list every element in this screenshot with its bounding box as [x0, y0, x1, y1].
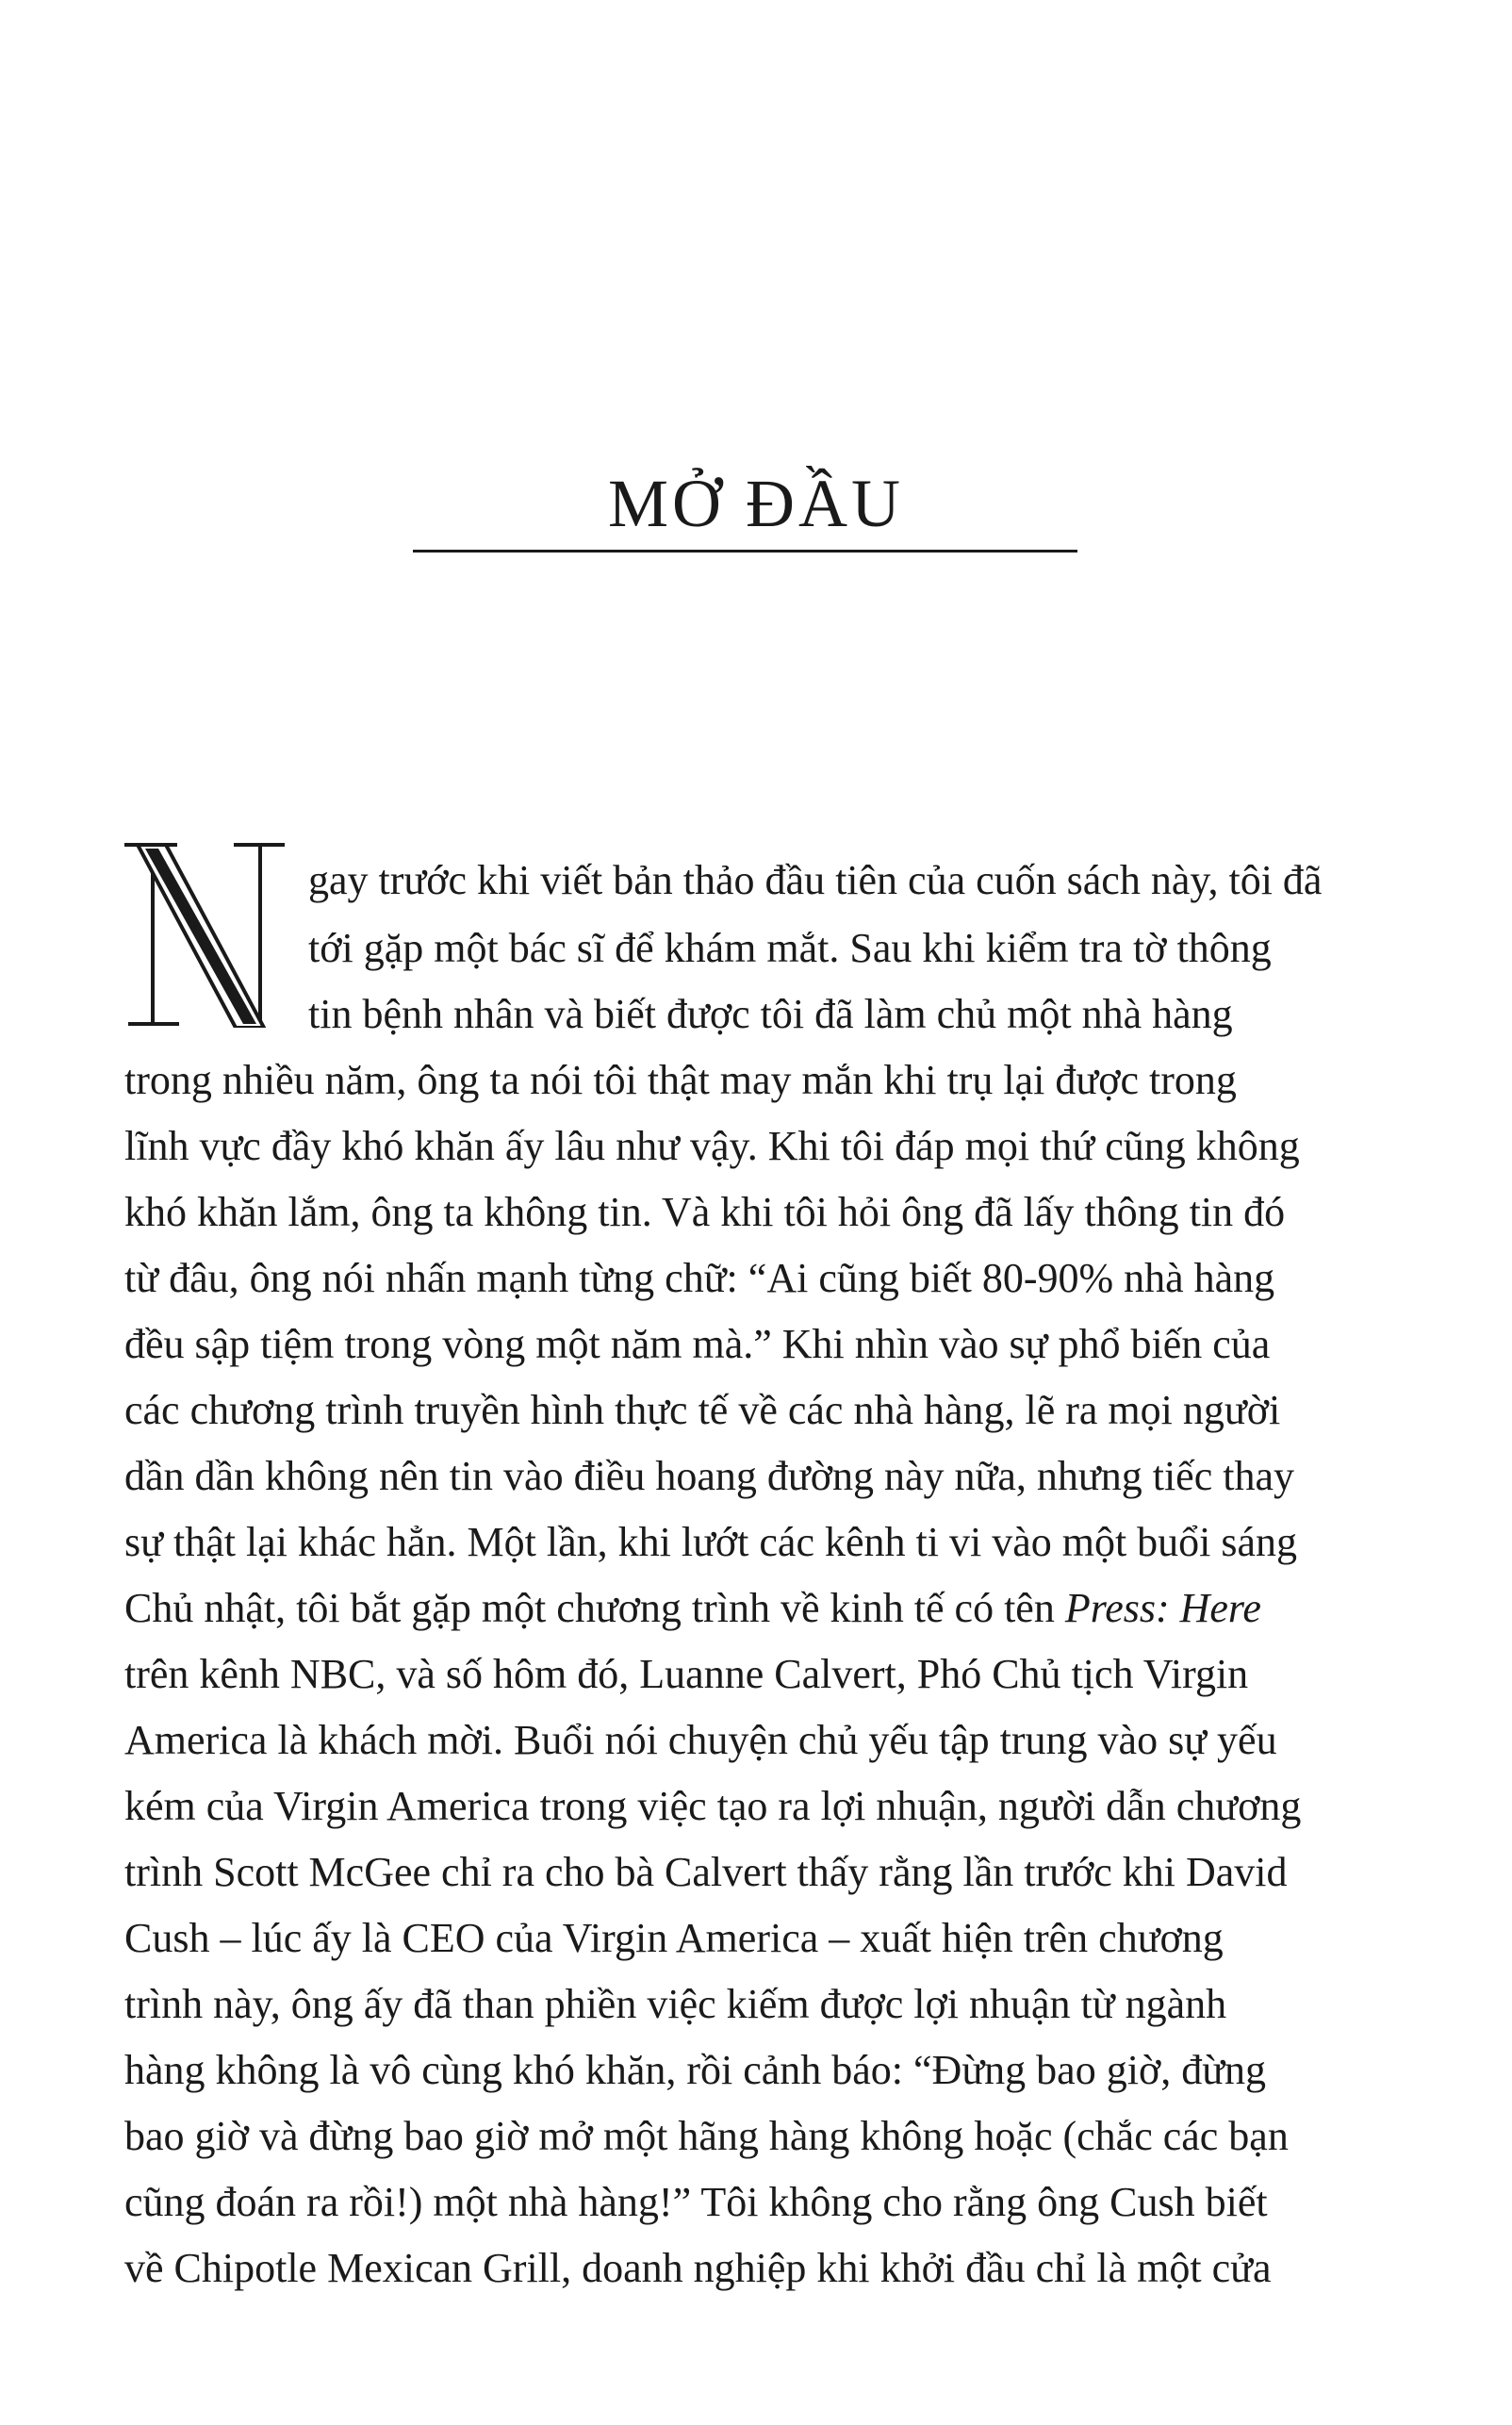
- body-line: về Chipotle Mexican Grill, doanh nghiệp khi khởi đầu chỉ là một cửa: [124, 2245, 1272, 2291]
- body-line: các chương trình truyền hình thực tế về các nhà hàng, lẽ ra mọi người: [124, 1387, 1281, 1433]
- body-line: cũng đoán ra rồi!) một nhà hàng!” Tôi không cho rằng ông Cush biết: [124, 2179, 1268, 2225]
- body-line: gay trước khi viết bản thảo đầu tiên của cuốn sách này, tôi đã: [308, 857, 1323, 903]
- body-line: sự thật lại khác hẳn. Một lần, khi lướt các kênh ti vi vào một buổi sáng: [124, 1519, 1298, 1565]
- body-line: trong nhiều năm, ông ta nói tôi thật may mắn khi trụ lại được trong: [124, 1057, 1237, 1103]
- body-line: từ đâu, ông nói nhấn mạnh từng chữ: “Ai cũng biết 80-90% nhà hàng: [124, 1255, 1275, 1301]
- body-line: trình này, ông ấy đã than phiền việc kiếm được lợi nhuận từ ngành: [124, 1981, 1227, 2027]
- body-line: trên kênh NBC, và số hôm đó, Luanne Calvert, Phó Chủ tịch Virgin: [124, 1651, 1249, 1697]
- body-line: tin bệnh nhân và biết được tôi đã làm chủ một nhà hàng: [308, 991, 1233, 1037]
- body-line: hàng không là vô cùng khó khăn, rồi cảnh báo: “Đừng bao giờ, đừng: [124, 2047, 1267, 2093]
- drop-cap-letter: [123, 839, 297, 1028]
- body-line: dần dần không nên tin vào điều hoang đường này nữa, nhưng tiếc thay: [124, 1453, 1294, 1499]
- body-line: khó khăn lắm, ông ta không tin. Và khi tôi hỏi ông đã lấy thông tin đó: [124, 1189, 1286, 1235]
- body-line: kém của Virgin America trong việc tạo ra lợi nhuận, người dẫn chương: [124, 1783, 1302, 1829]
- body-line-text: Chủ nhật, tôi bắt gặp một chương trình về kinh tế có tên: [124, 1585, 1065, 1631]
- chapter-title: MỞ ĐẦU: [607, 466, 904, 541]
- body-line: lĩnh vực đầy khó khăn ấy lâu như vậy. Khi tôi đáp mọi thứ cũng không: [124, 1123, 1300, 1169]
- body-line: bao giờ và đừng bao giờ mở một hãng hàng không hoặc (chắc các bạn: [124, 2113, 1289, 2159]
- body-line: America là khách mời. Buổi nói chuyện chủ yếu tập trung vào sự yếu: [124, 1717, 1277, 1763]
- body-line: Cush – lúc ấy là CEO của Virgin America – xuất hiện trên chương: [124, 1915, 1224, 1961]
- title-underline: [413, 550, 1077, 553]
- program-title-italic: Press: Here: [1064, 1585, 1261, 1631]
- body-line: [124, 1585, 1261, 1631]
- body-line: đều sập tiệm trong vòng một năm mà.” Khi nhìn vào sự phổ biến của: [124, 1321, 1271, 1367]
- body-line: tới gặp một bác sĩ để khám mắt. Sau khi kiểm tra tờ thông: [308, 925, 1272, 971]
- body-line: trình Scott McGee chỉ ra cho bà Calvert thấy rằng lần trước khi David: [124, 1849, 1288, 1895]
